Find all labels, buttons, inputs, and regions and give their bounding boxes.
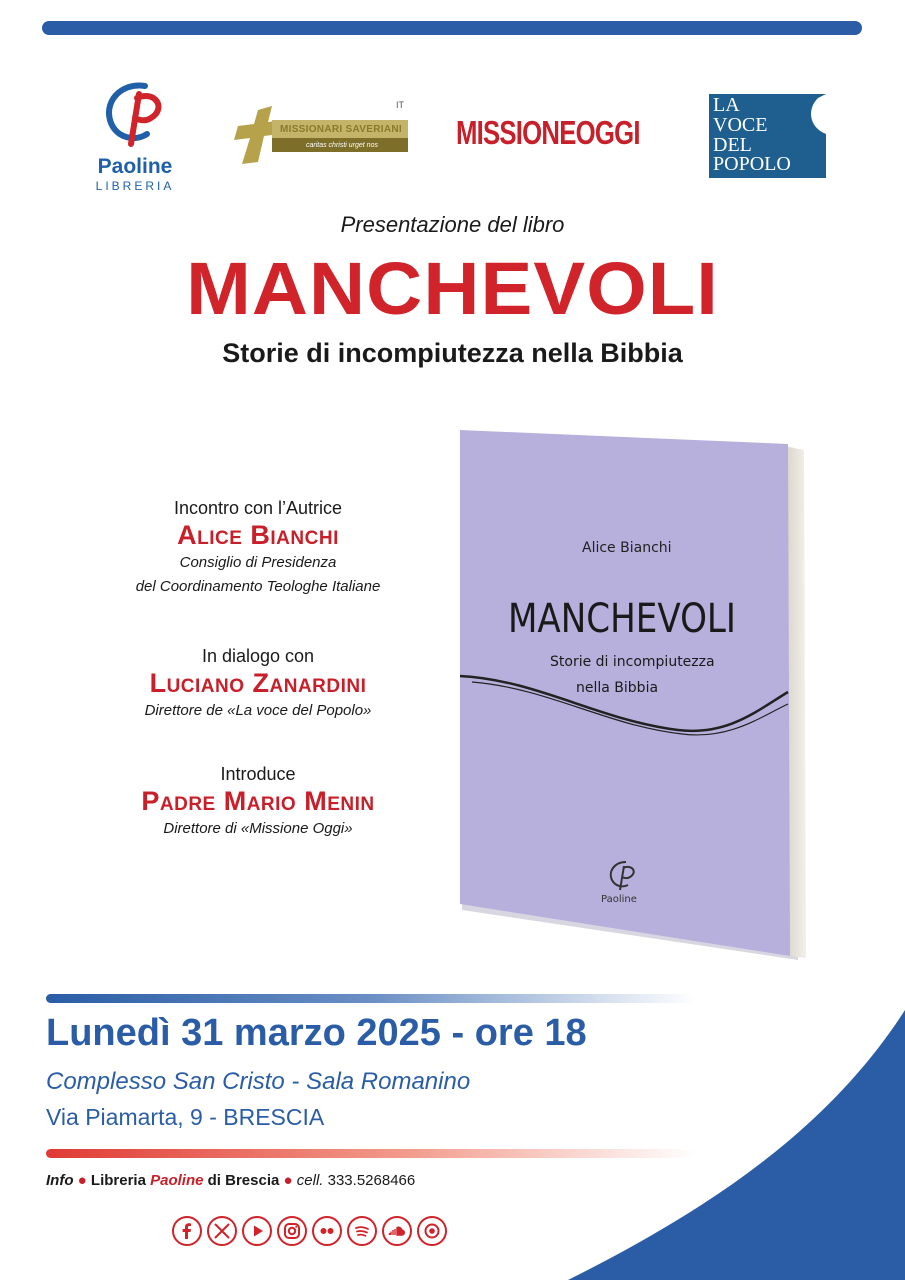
saveriani-name: MISSIONARI SAVERIANI: [280, 124, 402, 135]
speaker-role: Introduce: [220, 764, 296, 784]
voce-logo-line-1: LA: [713, 94, 740, 116]
speaker-name: Alice Bianchi: [177, 520, 339, 550]
top-bar: [42, 21, 862, 35]
paoline-p-icon: [95, 78, 175, 148]
cell-label: cell.: [296, 1172, 324, 1189]
book-cover-subtitle-1: Storie di incompiutezza: [550, 654, 715, 670]
speaker-author: [100, 498, 416, 599]
corner-decoration: [568, 1010, 905, 1280]
speaker-role: Incontro con l’Autrice: [173, 498, 343, 518]
paoline-logo-name: Paoline: [97, 155, 173, 178]
presentation-label: Presentazione del libro: [340, 212, 565, 237]
saveriani-motto: caritas christi urget nos: [306, 142, 378, 149]
voce-logo-line-3: DEL: [713, 134, 752, 156]
info-label: Info: [46, 1172, 74, 1189]
social-icons: [172, 1216, 447, 1250]
book-subtitle: Storie di incompiutezza nella Bibbia: [222, 338, 683, 368]
info-line: [46, 1172, 415, 1189]
speaker-name: Luciano Zanardini: [149, 668, 367, 698]
phone-number: 333.5268466: [327, 1172, 416, 1189]
bullet: ●: [77, 1172, 87, 1189]
speaker-desc: Consiglio di Presidenza: [179, 554, 337, 571]
book-cover-subtitle-2: nella Bibbia: [576, 680, 659, 696]
speaker-role: In dialogo con: [201, 646, 315, 666]
target-icon[interactable]: [417, 1216, 447, 1246]
store-brand: Paoline: [150, 1172, 204, 1189]
paoline-logo-sub: LIBRERIA: [95, 179, 175, 193]
voce-logo-line-2: VOCE: [713, 114, 768, 136]
store-suffix: di Brescia: [207, 1172, 280, 1189]
event-address: Via Piamarta, 9 - BRESCIA: [46, 1104, 325, 1130]
speaker-introducer: [100, 764, 416, 841]
speaker-desc: Direttore de «La voce del Popolo»: [144, 702, 372, 719]
facebook-icon[interactable]: [172, 1216, 202, 1246]
info-divider: [46, 1149, 696, 1158]
saveriani-logo: [228, 100, 418, 168]
spotify-icon[interactable]: [347, 1216, 377, 1246]
event-venue: Complesso San Cristo - Sala Romanino: [46, 1068, 471, 1095]
paoline-logo: [80, 78, 190, 198]
soundcloud-icon[interactable]: [382, 1216, 412, 1246]
instagram-icon[interactable]: [277, 1216, 307, 1246]
bullet: ●: [283, 1172, 293, 1189]
x-icon[interactable]: [207, 1216, 237, 1246]
book-cover-image: [458, 430, 810, 970]
speaker-dialogue: [100, 646, 416, 723]
speaker-desc: Direttore di «Missione Oggi»: [163, 820, 353, 837]
book-cover-publisher: Paoline: [601, 894, 637, 905]
saveriani-it: IT: [396, 100, 404, 110]
voce-logo-line-4: POPOLO: [713, 153, 791, 175]
event-date: Lunedì 31 marzo 2025 - ore 18: [46, 1012, 587, 1054]
flickr-icon[interactable]: [312, 1216, 342, 1246]
speaker-name: Padre Mario Menin: [141, 786, 375, 816]
book-cover-author: Alice Bianchi: [582, 540, 672, 556]
speaker-desc: del Coordinamento Teologhe Italiane: [135, 578, 381, 595]
book-title: MANCHEVOLI: [186, 247, 719, 330]
missioneoggi-logo: MISSIONEOGGI: [456, 114, 640, 151]
voce-logo-swoosh-icon: [796, 94, 826, 134]
date-divider: [46, 994, 696, 1003]
youtube-icon[interactable]: [242, 1216, 272, 1246]
la-voce-del-popolo-logo: [709, 94, 826, 178]
store-prefix: Libreria: [90, 1172, 146, 1189]
book-cover-title: MANCHEVOLI: [508, 596, 736, 642]
